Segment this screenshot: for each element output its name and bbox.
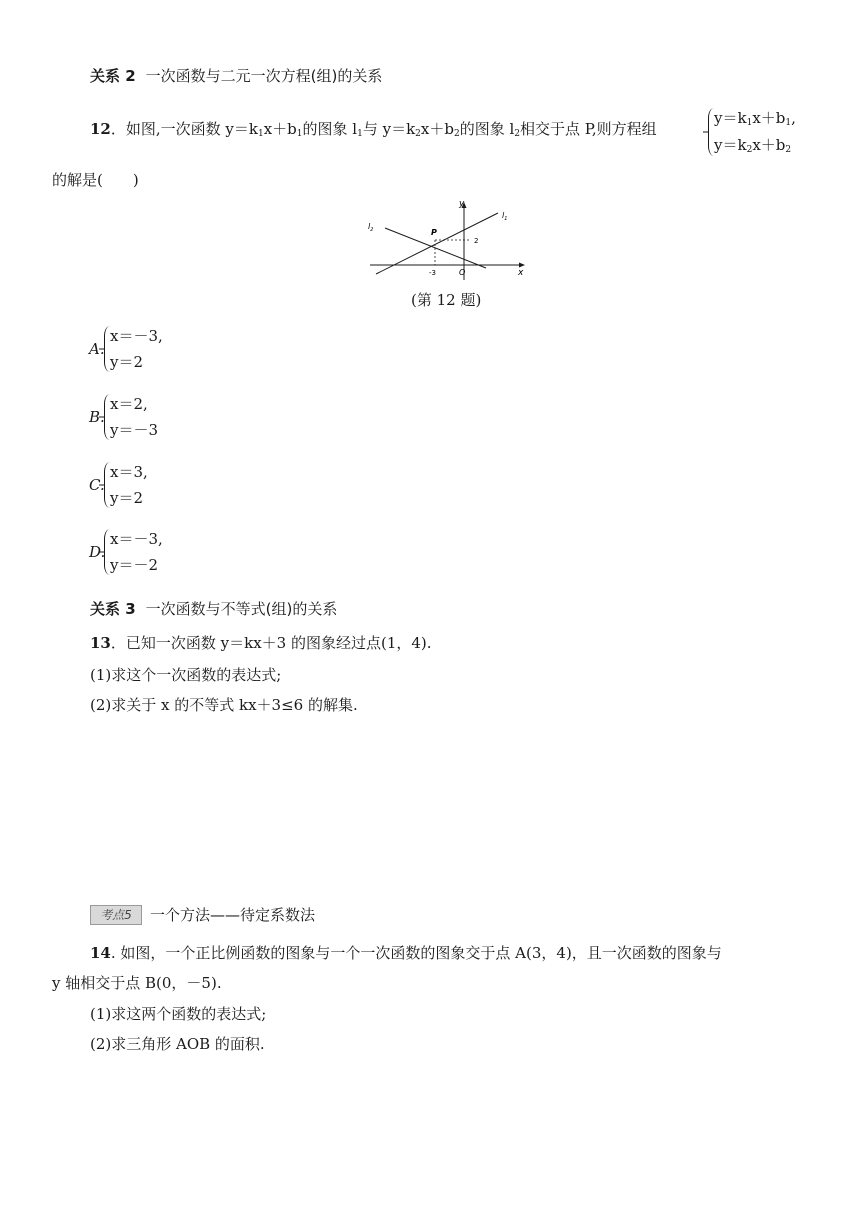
x-axis-label: x	[518, 268, 524, 278]
subscript: 2	[514, 129, 521, 139]
question-number: 13	[90, 634, 111, 652]
system-row-2: $y=k_2x+b_2$	[714, 136, 792, 155]
point-p-label: P	[431, 228, 437, 237]
option-d-row-1: x＝－3,	[110, 530, 163, 548]
figure-caption: (第 12 题)	[411, 291, 482, 309]
subscript: 1	[257, 129, 264, 139]
section-label: 关系 2	[90, 67, 136, 85]
section-heading-2	[90, 66, 382, 86]
stem-text: . 如图，一个正比例函数的图象与一个一次函数的图象交于点 A(3，4)，且一次函数的图象与	[110, 944, 722, 962]
subscript: 2	[415, 129, 421, 139]
stem-text: ．已知一次函数 y＝kx＋3 的图象经过点(1，4).	[110, 634, 432, 652]
q14-part-2: (2)求三角形 AOB 的面积.	[90, 1035, 265, 1053]
stem-text: 的图象 l	[459, 120, 515, 138]
origin-label: O	[459, 268, 466, 277]
label-l2: $l_2$	[368, 222, 374, 233]
option-a-row-2: y＝2	[110, 353, 144, 371]
system-row-1: $y=k_1x+b_1$,	[714, 109, 796, 128]
q12-stem	[90, 119, 657, 139]
question-number: 14	[90, 944, 111, 962]
section-title: 一次函数与二元一次方程(组)的关系	[145, 67, 383, 85]
option-c-row-1: x＝3,	[110, 463, 148, 481]
option-b	[104, 394, 184, 440]
option-a-row-1: x＝－3,	[110, 327, 163, 345]
figure-12	[368, 196, 528, 282]
subscript: 2	[453, 129, 460, 139]
q14-part-1: (1)求这两个函数的表达式;	[90, 1005, 267, 1023]
q14-stem	[90, 943, 722, 963]
y-axis-label: y	[459, 199, 465, 209]
subscript: 1	[296, 129, 303, 139]
kaodian-title: 一个方法——待定系数法	[150, 906, 316, 924]
option-d-row-2: y＝－2	[110, 556, 159, 574]
kaodian-badge: 考点5	[90, 905, 142, 925]
stem-text: x＋b	[263, 120, 297, 138]
equation-system	[708, 108, 808, 156]
option-c-row-2: y＝2	[110, 489, 144, 507]
tick-label-x: -3	[429, 269, 436, 277]
option-b-row-1: x＝2,	[110, 395, 148, 413]
stem-text: ．如图,一次函数 y＝k	[110, 120, 258, 138]
q14-stem-2: y 轴相交于点 B(0，－5).	[52, 974, 222, 992]
section-heading-3	[90, 599, 337, 619]
tick-label-y: 2	[474, 237, 479, 245]
section-title: 一次函数与不等式(组)的关系	[145, 600, 338, 618]
q12-stem-end: 的解是( )	[52, 171, 139, 189]
label-l1: $l_1$	[502, 211, 508, 222]
option-a-label: A.	[89, 340, 105, 358]
option-a	[104, 326, 184, 372]
option-b-label: B.	[89, 408, 105, 426]
option-c-label: C.	[89, 476, 105, 494]
q13-part-2: (2)求关于 x 的不等式 kx＋3≤6 的解集.	[90, 696, 358, 714]
stem-text: 相交于点 P,则方程组	[520, 120, 657, 138]
q13-part-1: (1)求这个一次函数的表达式;	[90, 666, 282, 684]
subscript: 1	[357, 129, 363, 139]
section-label: 关系 3	[90, 600, 136, 618]
option-d	[104, 529, 184, 575]
q13-stem	[90, 633, 432, 653]
option-d-label: D.	[89, 543, 106, 561]
stem-text: 的图象 l	[302, 120, 358, 138]
stem-text: x＋b	[420, 120, 454, 138]
x-arrow-icon	[519, 263, 525, 268]
stem-text: 与 y＝k	[362, 120, 416, 138]
option-c	[104, 462, 184, 508]
question-number: 12	[90, 120, 111, 138]
option-b-row-2: y＝－3	[110, 421, 159, 439]
